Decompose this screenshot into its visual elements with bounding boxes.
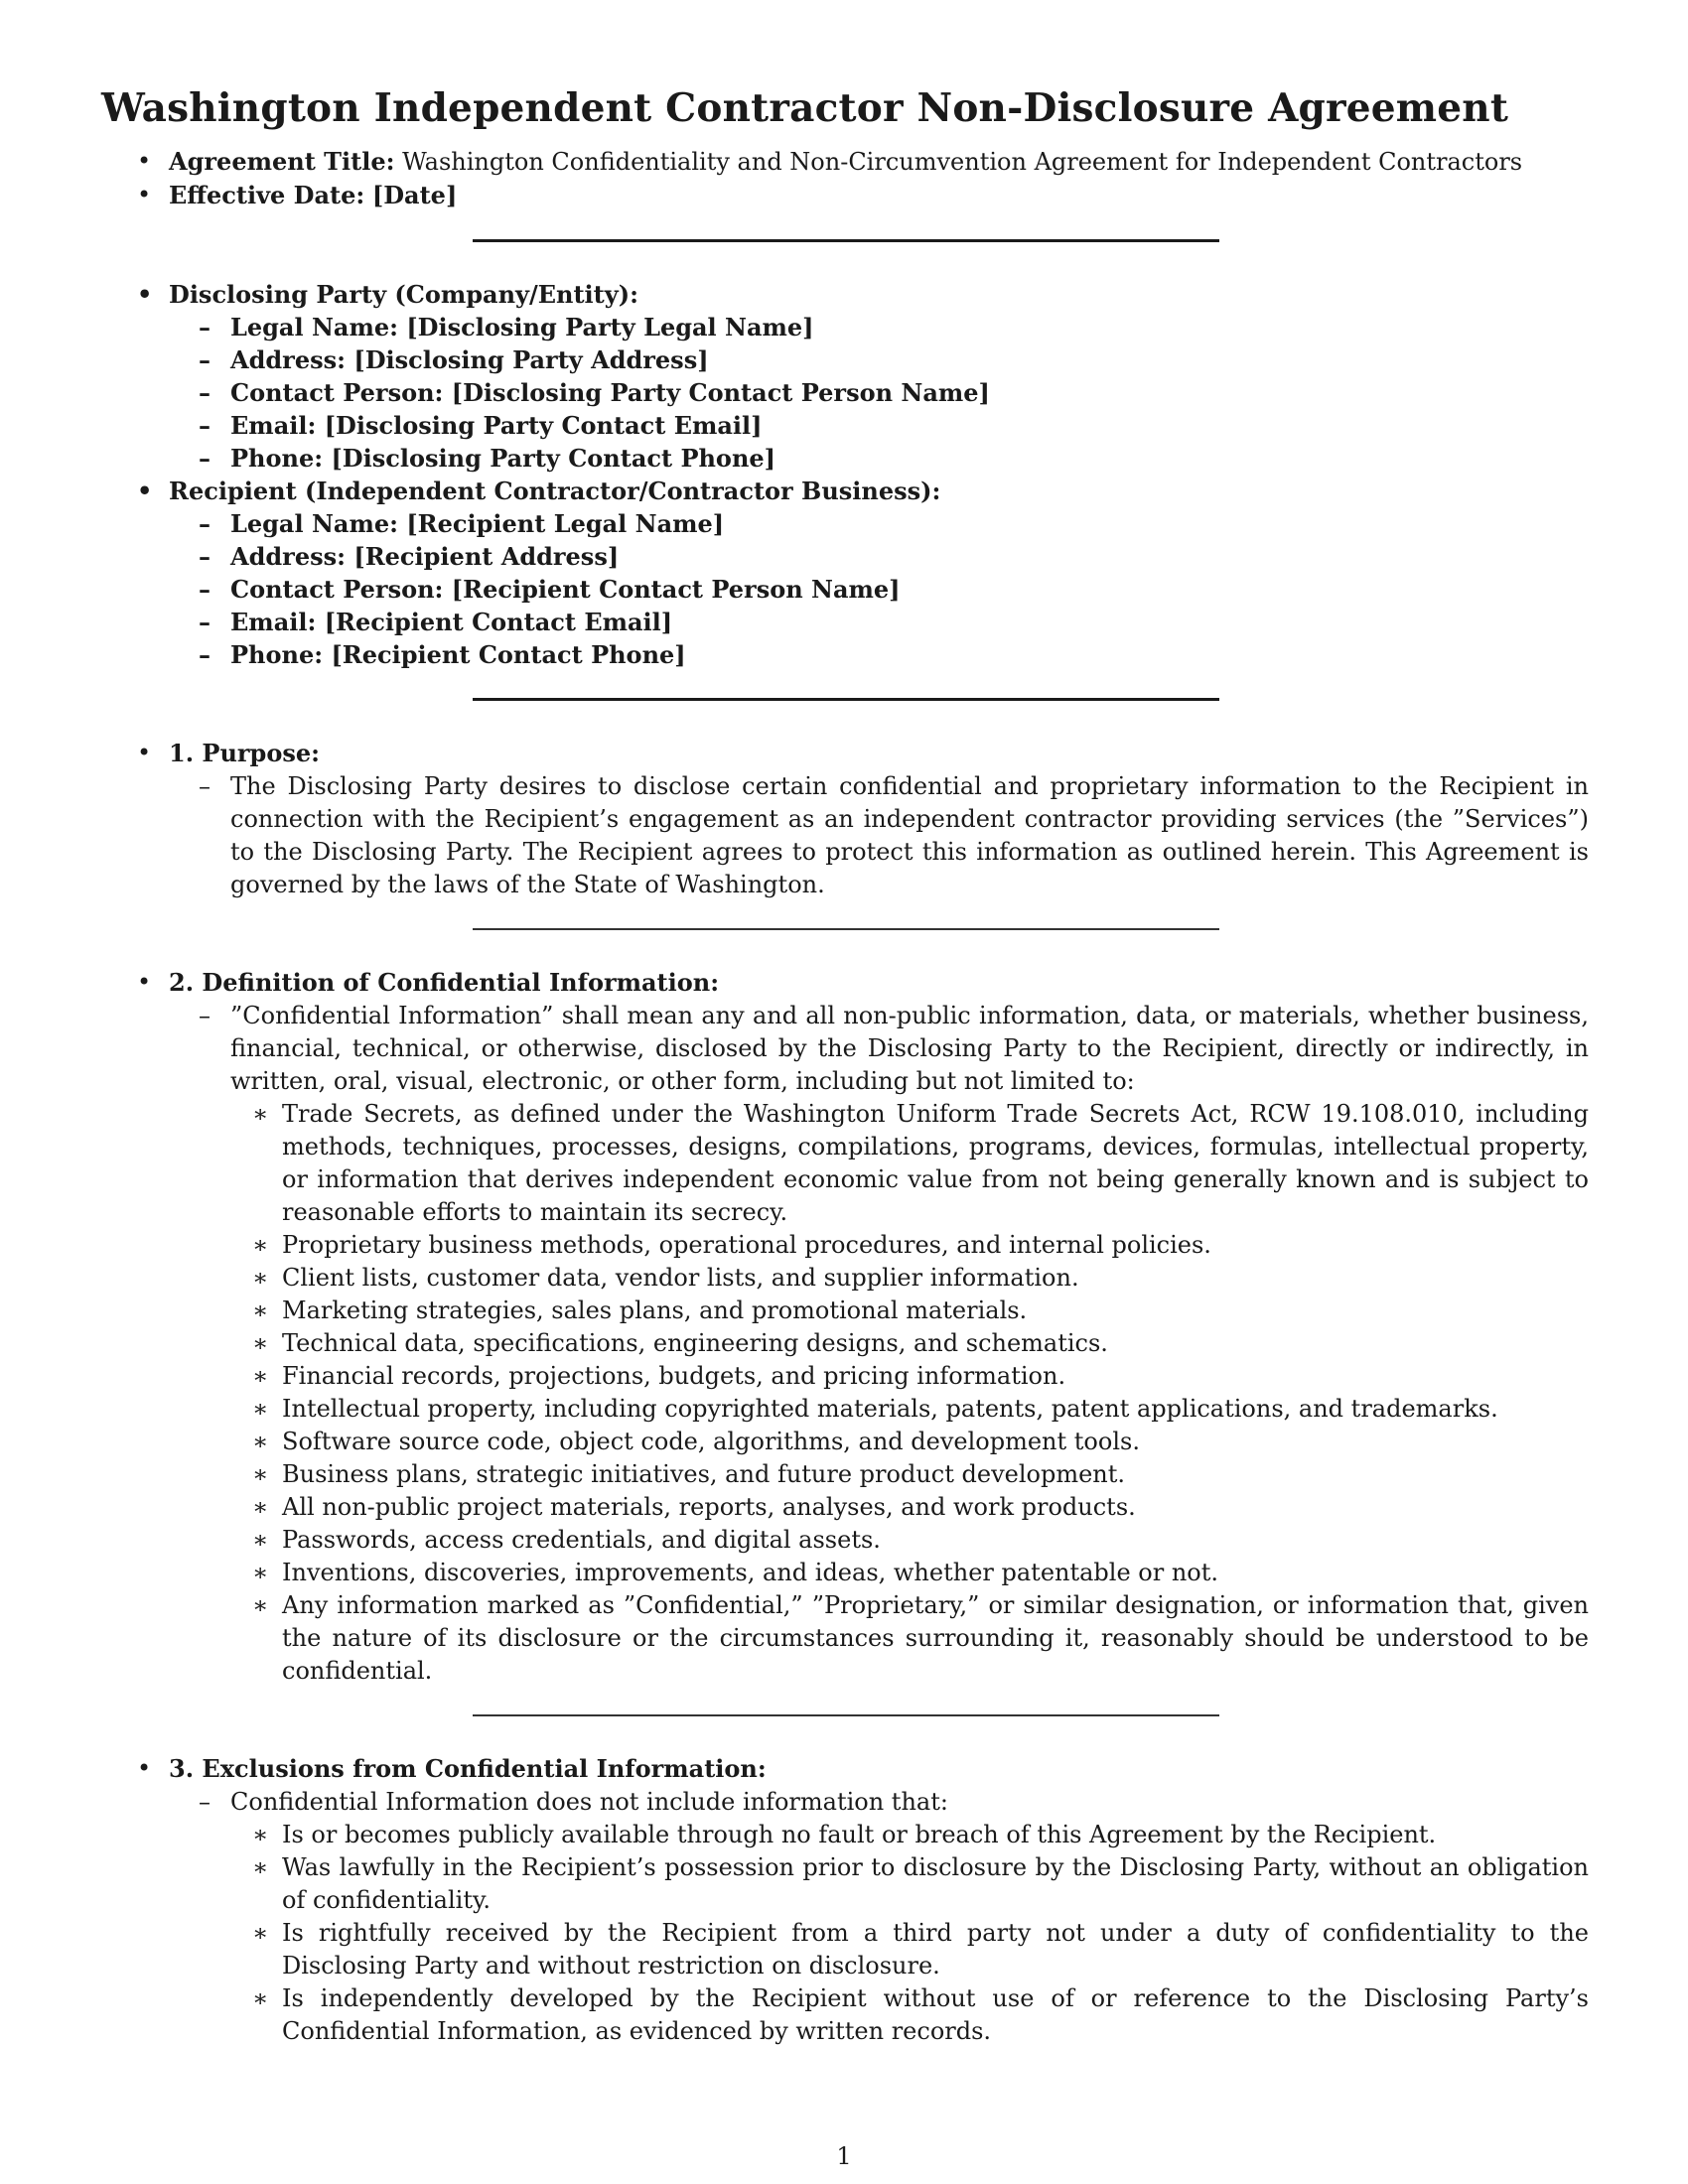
list-item: ∗ Client lists, customer data, vendor lists, and supplier information. [230,1262,1589,1295]
section-3-heading: 3. Exclusions from Confidential Information: [169,1754,767,1783]
effective-date-label: Effective Date: [169,181,365,209]
section-3-intro: – Confidential Information does not include information that: [230,1788,948,1816]
document-title: Washington Independent Contractor Non-Disclosure Agreement [101,85,1509,131]
list-item: ∗ Inventions, discoveries, improvements, and ideas, whether patentable or not. [230,1557,1589,1589]
disclosing-party-heading: Disclosing Party (Company/Entity): [169,280,638,309]
section-1-item [101,737,1589,901]
disclosing-phone: – Phone: [Disclosing Party Contact Phone] [169,442,1589,475]
section-1-heading: 1. Purpose: [169,739,320,767]
recipient-legal-name: – Legal Name: [Recipient Legal Name] [169,507,1589,540]
recipient-address: – Address: [Recipient Address] [169,540,1589,573]
list-item: ∗ Passwords, access credentials, and digital assets. [230,1524,1589,1557]
recipient-heading: Recipient (Independent Contractor/Contractor Business): [169,477,941,505]
list-item: ∗ Marketing strategies, sales plans, and promotional materials. [230,1295,1589,1327]
section-2-heading: 2. Definition of Confidential Information: [169,968,720,997]
list-item: ∗ All non-public project materials, reports, analyses, and work products. [230,1491,1589,1524]
agreement-title-label: Agreement Title: [169,147,395,176]
disclosing-party-item [101,278,1589,475]
exclusions-list [230,1819,1589,2048]
list-item: ∗ Is or becomes publicly available through no fault or breach of this Agreement by the Recipient. [230,1819,1589,1851]
disclosing-address: – Address: [Disclosing Party Address] [169,343,1589,376]
list-item: ∗ Financial records, projections, budgets, and pricing information. [230,1360,1589,1393]
section-2-definition [169,1000,1589,1688]
disclosing-party-fields [169,311,1589,475]
agreement-title-value: Washington Confidentiality and Non-Circumvention Agreement for Independent Contractors [402,148,1523,176]
list-item: ∗ Intellectual property, including copyrighted materials, patents, patent applications, and trademarks. [230,1393,1589,1426]
agreement-header-list [101,145,1589,212]
recipient-contact-person: – Contact Person: [Recipient Contact Person Name] [169,573,1589,606]
page-number: 1 [836,2142,852,2170]
section-2 [101,966,1589,1688]
list-item: ∗ Is rightfully received by the Recipient from a third party not under a duty of confidentiality to the Disclosing Party and without restriction on disclosure. [230,1917,1589,1982]
document-body [101,85,1589,2048]
list-item: ∗ Proprietary business methods, operational procedures, and internal policies. [230,1229,1589,1262]
section-1 [101,737,1589,901]
section-3-exclusions [169,1786,1589,2048]
recipient-email: – Email: [Recipient Contact Email] [169,606,1589,638]
list-item: ∗ Trade Secrets, as defined under the Washington Uniform Trade Secrets Act, RCW 19.108.010, including methods, techniques, processes, designs, compilations, programs, devices, formulas, intellectual property, or information that derives independent economic value from not being generally known and is subject to reasonable efforts to maintain its secrecy. [230,1098,1589,1229]
section-1-text: – The Disclosing Party desires to disclose certain confidential and proprietary information to the Recipient in connection with the Recipient’s engagement as an independent contractor providing services (the ”Services”) to the Disclosing Party. The Recipient agrees to protect this information as outlined herein. This Agreement is governed by the laws of the State of Washington. [169,770,1589,901]
agreement-title-item [101,145,1589,179]
list-item: ∗ Was lawfully in the Recipient’s possession prior to disclosure by the Disclosing Party, without an obligation of confidentiality. [230,1851,1589,1917]
confidential-info-list [230,1098,1589,1688]
section-3 [101,1752,1589,2048]
effective-date-value: [Date] [371,181,458,209]
recipient-item [101,475,1589,671]
list-item: ∗ Software source code, object code, algorithms, and development tools. [230,1426,1589,1458]
effective-date-item [101,179,1589,212]
list-item: ∗ Technical data, specifications, engineering designs, and schematics. [230,1327,1589,1360]
disclosing-email: – Email: [Disclosing Party Contact Email] [169,409,1589,442]
recipient-fields [169,507,1589,671]
disclosing-legal-name: – Legal Name: [Disclosing Party Legal Name] [169,311,1589,343]
recipient-phone: – Phone: [Recipient Contact Phone] [169,638,1589,671]
section-3-item [101,1752,1589,2048]
list-item: ∗ Business plans, strategic initiatives, and future product development. [230,1458,1589,1491]
list-item: ∗ Any information marked as ”Confidential,” ”Proprietary,” or similar designation, or information that, given the nature of its disclosure or the circumstances surrounding it, reasonably should be understood to be confidential. [230,1589,1589,1688]
section-2-intro: – ”Confidential Information” shall mean any and all non-public information, data, or materials, whether business, financial, technical, or otherwise, disclosed by the Disclosing Party to the Recipient, directly or indirectly, in written, oral, visual, electronic, or other form, including but not limited to: [230,1002,1589,1095]
list-item: ∗ Is independently developed by the Recipient without use of or reference to the Disclosing Party’s Confidential Information, as evidenced by written records. [230,1982,1589,2048]
section-2-item [101,966,1589,1688]
disclosing-contact-person: – Contact Person: [Disclosing Party Contact Person Name] [169,376,1589,409]
parties-list [101,278,1589,671]
